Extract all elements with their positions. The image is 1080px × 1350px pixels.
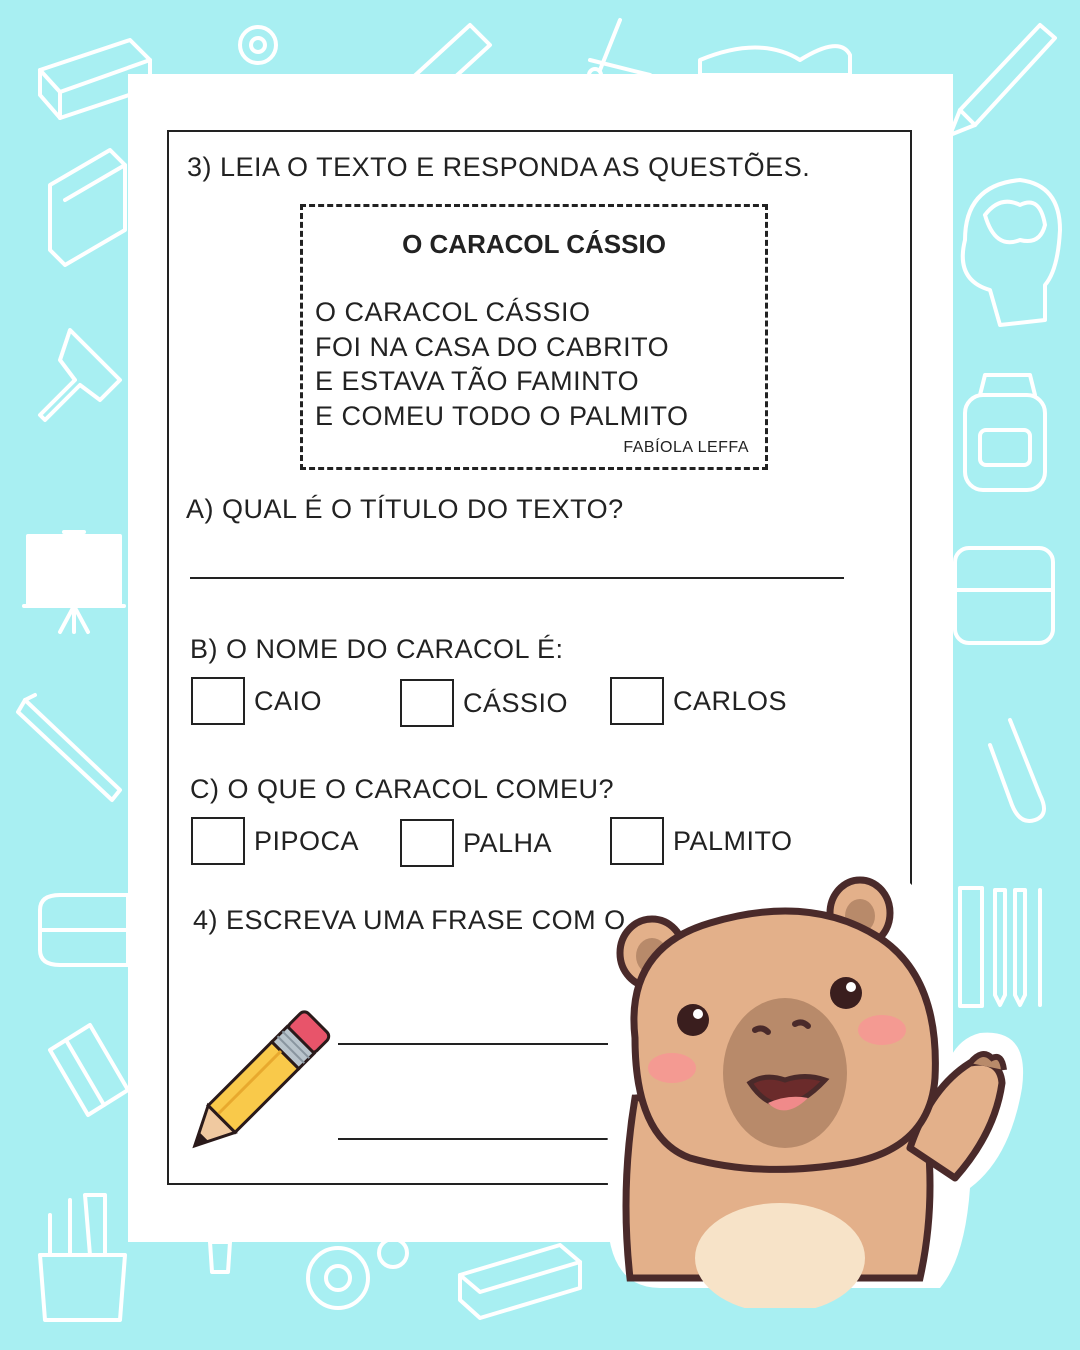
eraser-icon (50, 1025, 128, 1115)
poem-line: E ESTAVA TÃO FAMINTO (315, 366, 640, 396)
gears-bottom-icon (308, 1239, 407, 1308)
question-b-prompt: B) O NOME DO CARACOL É: (190, 634, 564, 664)
option-palmito: PALMITO (673, 826, 793, 856)
gear-icon (240, 27, 276, 63)
pencil-cup-icon (40, 1195, 125, 1320)
poem-title: O CARACOL CÁSSIO (402, 229, 666, 259)
checkbox-caio[interactable] (191, 677, 245, 725)
sharpener-icon (50, 150, 125, 265)
capybara-waving (590, 858, 1030, 1308)
poem-text (315, 295, 689, 433)
poem-author: FABÍOLA LEFFA (623, 439, 749, 456)
checkbox-palha[interactable] (400, 819, 454, 867)
option-carlos: CARLOS (673, 686, 788, 716)
poem-line: E COMEU TODO O PALMITO (315, 400, 689, 431)
pouch-icon (40, 895, 128, 965)
answer-line-4a[interactable] (338, 1043, 608, 1045)
question-4-prompt: 4) ESCREVA UMA FRASE COM O (193, 905, 626, 935)
pencil-icon (170, 1010, 335, 1170)
option-palha: PALHA (463, 828, 553, 858)
option-caio: CAIO (254, 686, 323, 716)
whiteboard-icon (24, 532, 124, 632)
bulb-icon (210, 1242, 230, 1272)
checkbox-cassio[interactable] (400, 679, 454, 727)
backpack-icon (965, 375, 1045, 490)
thumbtack-icon (40, 330, 120, 420)
pen-icon (950, 25, 1055, 135)
pencil-case-icon (955, 548, 1053, 643)
checkbox-carlos[interactable] (610, 677, 664, 725)
scissors-icon (589, 20, 650, 81)
answer-line-a[interactable] (190, 577, 844, 579)
open-book-icon (700, 46, 850, 75)
poem-box (300, 204, 768, 470)
poem-line: FOI NA CASA DO CABRITO (315, 331, 670, 362)
paperclip-icon (990, 720, 1044, 821)
question-c-prompt: C) O QUE O CARACOL COMEU? (190, 774, 615, 804)
poem-line: O CARACOL CÁSSIO (315, 297, 591, 327)
pen-left-icon (18, 695, 120, 800)
checkbox-pipoca[interactable] (191, 817, 245, 865)
question-3-heading: 3) LEIA O TEXTO E RESPONDA AS QUESTÕES. (187, 152, 811, 182)
question-a-prompt: A) QUAL É O TÍTULO DO TEXTO? (186, 494, 624, 524)
books-bottom-icon (460, 1245, 580, 1318)
option-pipoca: PIPOCA (254, 826, 360, 856)
option-cassio: CÁSSIO (463, 688, 569, 718)
brain-head-icon (963, 180, 1060, 325)
answer-line-4b[interactable] (338, 1138, 613, 1140)
